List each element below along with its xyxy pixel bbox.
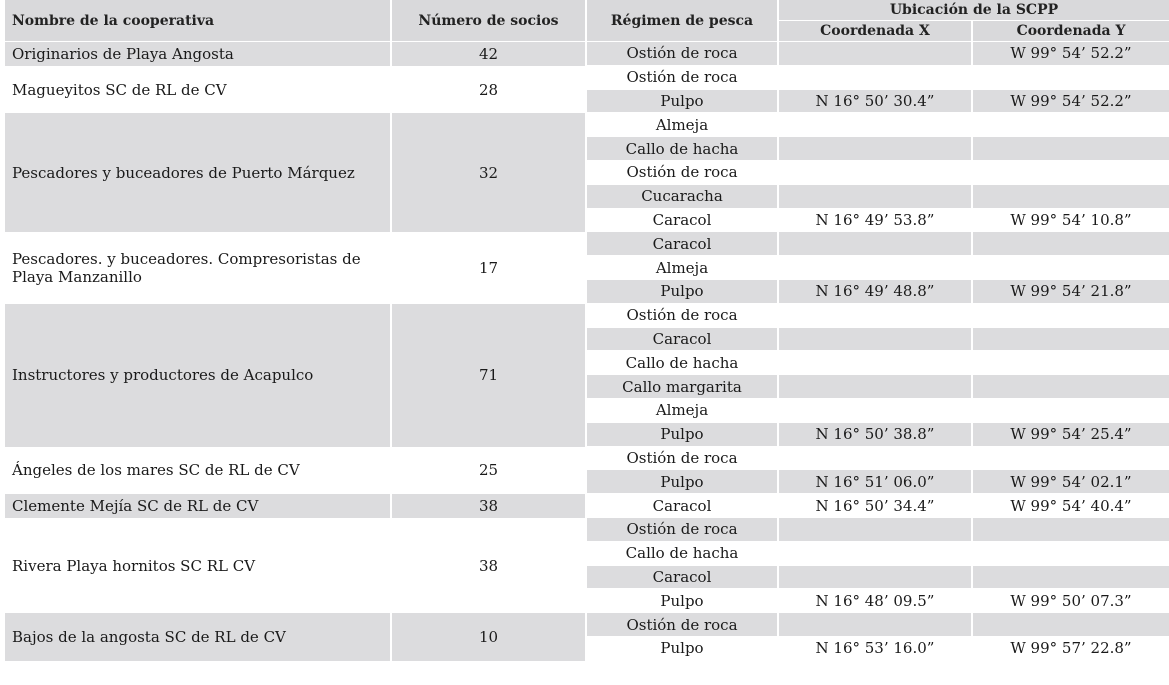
coord-x-cell bbox=[779, 232, 971, 256]
header-ubicacion: Ubicación de la SCPP bbox=[779, 0, 1169, 21]
coord-x-cell bbox=[779, 185, 971, 209]
coord-x-cell bbox=[779, 447, 971, 471]
cooperative-name: Originarios de Playa Angosta bbox=[5, 42, 390, 66]
coord-x-cell bbox=[779, 375, 971, 399]
cooperative-name: Magueyitos SC de RL de CV bbox=[5, 66, 390, 114]
coord-x-cell bbox=[779, 66, 971, 90]
coord-y-cell: W 99° 54’ 52.2” bbox=[973, 90, 1169, 114]
coord-y-cell bbox=[973, 304, 1169, 328]
coord-x-cell: N 16° 50’ 34.4” bbox=[779, 494, 971, 518]
regimen-cell: Callo de hacha bbox=[587, 351, 777, 375]
regimen-cell: Caracol bbox=[587, 494, 777, 518]
coord-y-cell: W 99° 54’ 10.8” bbox=[973, 209, 1169, 233]
coord-x-cell bbox=[779, 256, 971, 280]
coord-x-cell bbox=[779, 613, 971, 637]
regimen-cell: Pulpo bbox=[587, 637, 777, 661]
coord-x-cell: N 16° 50’ 38.8” bbox=[779, 423, 971, 447]
socios-count: 25 bbox=[392, 447, 585, 495]
regimen-cell: Callo de hacha bbox=[587, 137, 777, 161]
regimen-cell: Caracol bbox=[587, 328, 777, 352]
socios-count: 38 bbox=[392, 494, 585, 518]
regimen-cell: Almeja bbox=[587, 113, 777, 137]
coord-x-cell: N 16° 53’ 16.0” bbox=[779, 637, 971, 661]
regimen-cell: Caracol bbox=[587, 209, 777, 233]
header-socios: Número de socios bbox=[392, 0, 585, 42]
coord-x-cell bbox=[779, 137, 971, 161]
cooperative-name: Instructores y productores de Acapulco bbox=[5, 304, 390, 447]
regimen-cell: Almeja bbox=[587, 256, 777, 280]
cooperative-name: Rivera Playa hornitos SC RL CV bbox=[5, 518, 390, 613]
coord-y-cell: W 99° 54’ 40.4” bbox=[973, 494, 1169, 518]
socios-count: 71 bbox=[392, 304, 585, 447]
coord-x-cell: N 16° 49’ 48.8” bbox=[779, 280, 971, 304]
coord-y-cell bbox=[973, 518, 1169, 542]
regimen-cell: Pulpo bbox=[587, 589, 777, 613]
regimen-cell: Pulpo bbox=[587, 470, 777, 494]
coord-y-cell bbox=[973, 66, 1169, 90]
coord-y-cell bbox=[973, 137, 1169, 161]
coord-x-cell bbox=[779, 42, 971, 66]
coord-y-cell bbox=[973, 566, 1169, 590]
regimen-cell: Caracol bbox=[587, 566, 777, 590]
regimen-cell: Ostión de roca bbox=[587, 613, 777, 637]
coord-y-cell bbox=[973, 399, 1169, 423]
coord-y-cell: W 99° 54’ 21.8” bbox=[973, 280, 1169, 304]
coord-y-cell bbox=[973, 542, 1169, 566]
coord-y-cell bbox=[973, 113, 1169, 137]
regimen-cell: Ostión de roca bbox=[587, 66, 777, 90]
cooperative-name: Clemente Mejía SC de RL de CV bbox=[5, 494, 390, 518]
cooperative-name: Pescadores y buceadores de Puerto Márquez bbox=[5, 113, 390, 232]
socios-count: 17 bbox=[392, 232, 585, 303]
regimen-cell: Almeja bbox=[587, 399, 777, 423]
header-coord-y: Coordenada Y bbox=[973, 21, 1169, 42]
coord-x-cell: N 16° 50’ 30.4” bbox=[779, 90, 971, 114]
socios-count: 28 bbox=[392, 66, 585, 114]
coord-x-cell bbox=[779, 542, 971, 566]
coord-x-cell bbox=[779, 399, 971, 423]
coord-y-cell: W 99° 57’ 22.8” bbox=[973, 637, 1169, 661]
coord-x-cell bbox=[779, 518, 971, 542]
coord-y-cell bbox=[973, 447, 1169, 471]
socios-count: 10 bbox=[392, 613, 585, 661]
coord-y-cell bbox=[973, 375, 1169, 399]
coord-x-cell bbox=[779, 566, 971, 590]
coord-x-cell: N 16° 49’ 53.8” bbox=[779, 209, 971, 233]
regimen-cell: Pulpo bbox=[587, 280, 777, 304]
socios-count: 42 bbox=[392, 42, 585, 66]
socios-count: 38 bbox=[392, 518, 585, 613]
cooperative-name: Pescadores. y buceadores. Compresoristas de Playa Manzanillo bbox=[5, 232, 390, 303]
regimen-cell: Caracol bbox=[587, 232, 777, 256]
coord-x-cell bbox=[779, 304, 971, 328]
coord-y-cell bbox=[973, 256, 1169, 280]
regimen-cell: Callo margarita bbox=[587, 375, 777, 399]
regimen-cell: Ostión de roca bbox=[587, 518, 777, 542]
coord-x-cell bbox=[779, 328, 971, 352]
coord-y-cell: W 99° 54’ 52.2” bbox=[973, 42, 1169, 66]
regimen-cell: Pulpo bbox=[587, 90, 777, 114]
regimen-cell: Cucaracha bbox=[587, 185, 777, 209]
socios-count: 32 bbox=[392, 113, 585, 232]
regimen-cell: Ostión de roca bbox=[587, 161, 777, 185]
coord-x-cell bbox=[779, 161, 971, 185]
header-regimen: Régimen de pesca bbox=[587, 0, 777, 42]
regimen-cell: Ostión de roca bbox=[587, 304, 777, 328]
regimen-cell: Ostión de roca bbox=[587, 447, 777, 471]
cooperative-name: Ángeles de los mares SC de RL de CV bbox=[5, 447, 390, 495]
coord-x-cell: N 16° 48’ 09.5” bbox=[779, 589, 971, 613]
coord-x-cell bbox=[779, 351, 971, 375]
regimen-cell: Callo de hacha bbox=[587, 542, 777, 566]
coord-y-cell: W 99° 50’ 07.3” bbox=[973, 589, 1169, 613]
coord-x-cell bbox=[779, 113, 971, 137]
coord-y-cell bbox=[973, 161, 1169, 185]
coord-y-cell bbox=[973, 351, 1169, 375]
coord-y-cell: W 99° 54’ 02.1” bbox=[973, 470, 1169, 494]
cooperatives-table bbox=[5, 0, 1161, 685]
header-coord-x: Coordenada X bbox=[779, 21, 971, 42]
coord-y-cell bbox=[973, 232, 1169, 256]
cooperative-name: Bajos de la angosta SC de RL de CV bbox=[5, 613, 390, 661]
coord-y-cell bbox=[973, 185, 1169, 209]
regimen-cell: Ostión de roca bbox=[587, 42, 777, 66]
coord-y-cell bbox=[973, 328, 1169, 352]
coord-y-cell: W 99° 54’ 25.4” bbox=[973, 423, 1169, 447]
header-name: Nombre de la cooperativa bbox=[5, 0, 390, 42]
coord-x-cell: N 16° 51’ 06.0” bbox=[779, 470, 971, 494]
coord-y-cell bbox=[973, 613, 1169, 637]
regimen-cell: Pulpo bbox=[587, 423, 777, 447]
